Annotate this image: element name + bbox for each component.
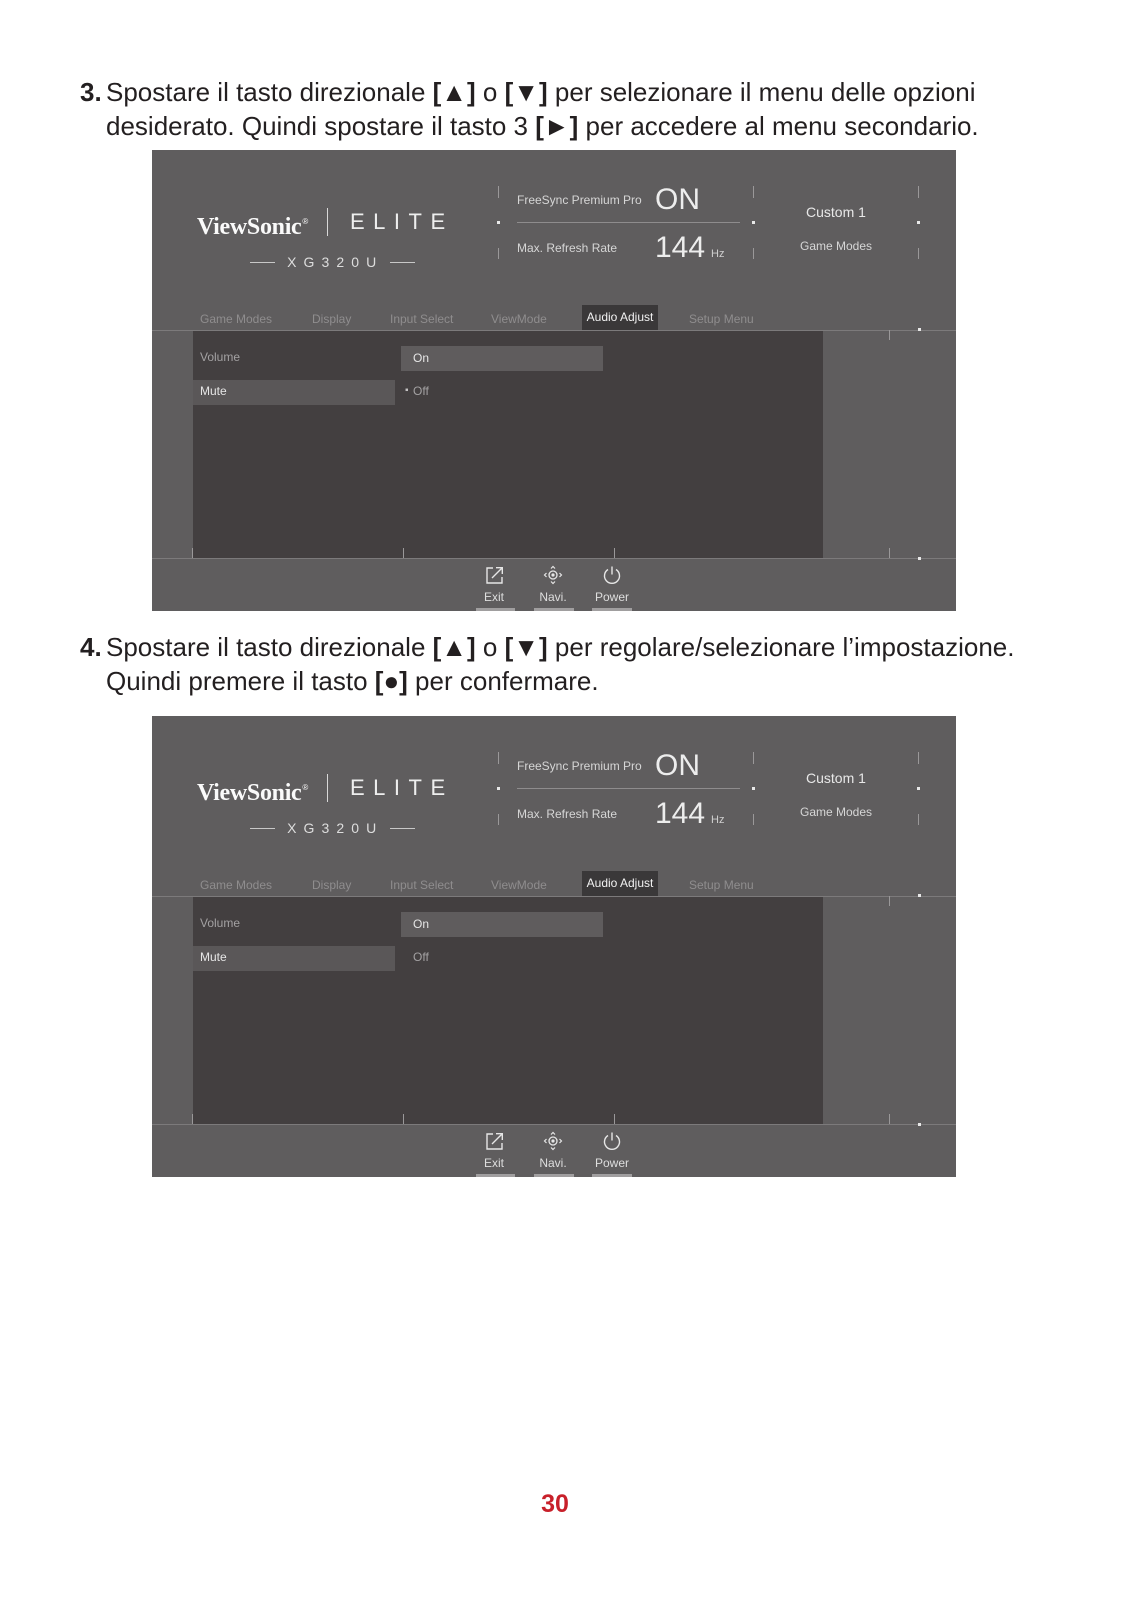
dot-mark [918,328,921,331]
game-mode-label: Game Modes [800,239,873,253]
refresh-rate-unit: Hz [711,248,725,260]
step-number: 3. [80,77,102,107]
model-name: X G 3 2 0 U [287,254,378,270]
dot-mark [918,1123,921,1126]
model-rule-right [390,262,415,263]
dot-mark [752,221,755,224]
dot-mark [918,557,921,560]
tab-input-select: Input Select [390,878,454,892]
instruction-text: per selezionare il menu delle opzioni [547,77,976,107]
instruction-text: Quindi premere il tasto [106,666,375,696]
power-icon [601,564,623,586]
tick-mark [889,1114,890,1124]
dot-mark [752,787,755,790]
exit-label: Exit [483,590,504,604]
registered-mark: ® [302,217,309,226]
tick-mark [918,814,919,825]
option-highlight [401,912,603,937]
instruction-text: per regolare/selezionare l’impostazione. [547,632,1015,662]
step-4-instruction [80,630,1015,698]
tick-mark [614,1114,615,1124]
step-3-instruction [80,75,979,143]
viewsonic-logo [197,773,308,808]
instruction-line-2 [106,109,979,143]
tab-setup-menu: Setup Menu [689,312,754,326]
game-mode-label: Game Modes [800,805,873,819]
up-key-label: [▲] [432,632,476,662]
navi-key-indicator [534,608,574,611]
viewsonic-logo [197,207,308,242]
info-divider [517,222,740,223]
tick-mark [889,896,890,906]
freesync-label: FreeSync Premium Pro [517,193,642,207]
navigation-icon [542,564,564,586]
tick-mark [498,814,499,825]
power-icon [601,1130,623,1152]
tab-audio-adjust: Audio Adjust [582,305,658,330]
tick-mark [918,186,919,198]
menu-divider-bottom [152,558,956,559]
option-on: On [413,351,430,365]
elite-logo: ELITE [350,775,454,800]
instruction-text: per accedere al menu secondario. [578,111,979,141]
menu-item-mute: Mute [200,950,227,964]
navi-key-indicator [534,1174,574,1177]
instruction-text: per confermare. [407,666,599,696]
info-divider [517,788,740,789]
tab-viewmode: ViewMode [491,312,547,326]
menu-divider-bottom [152,1124,956,1125]
navi-label: Navi. [539,1156,567,1170]
tab-game-modes: Game Modes [200,312,273,326]
model-line [250,252,415,272]
tick-mark [889,548,890,558]
tick-mark [498,248,499,259]
refresh-rate-unit: Hz [711,814,725,826]
tick-mark [192,548,193,558]
down-key-label: [▼] [504,632,548,662]
freesync-label: FreeSync Premium Pro [517,759,642,773]
tick-mark [614,548,615,558]
model-rule-right [390,828,415,829]
refresh-rate-value: 144 [655,231,706,264]
tab-viewmode: ViewMode [491,878,547,892]
dot-mark [917,221,920,224]
tick-mark [918,752,919,764]
model-rule-left [250,262,275,263]
dot-mark [918,894,921,897]
menu-item-mute: Mute [200,384,227,398]
tick-mark [753,814,754,825]
tick-mark [918,248,919,259]
instruction-text: o [475,77,505,107]
exit-key-indicator [476,608,515,611]
option-on: On [413,917,430,931]
tick-mark [192,1114,193,1124]
refresh-rate-value: 144 [655,797,706,830]
menu-item-volume: Volume [200,916,241,930]
power-key-indicator [592,608,632,611]
instruction-text: Spostare il tasto direzionale [106,632,433,662]
tab-display: Display [312,312,352,326]
menu-item-volume: Volume [200,350,241,364]
instruction-text: desiderato. Quindi spostare il tasto 3 [106,111,536,141]
registered-mark: ® [302,783,309,792]
refresh-rate-label: Max. Refresh Rate [517,241,618,255]
logo-divider [327,774,328,802]
freesync-value: ON [655,183,700,216]
up-key-label: [▲] [432,77,476,107]
power-label: Power [594,1156,629,1170]
instruction-line-1 [106,630,1014,664]
instruction-line-2 [106,664,1014,698]
tick-mark [753,186,754,198]
option-off: Off [413,950,429,964]
exit-icon [483,564,505,586]
tab-setup-menu: Setup Menu [689,878,754,892]
exit-key-indicator [476,1174,515,1177]
tab-game-modes: Game Modes [200,878,273,892]
right-key-label: [►] [535,111,579,141]
tab-input-select: Input Select [390,312,454,326]
power-label: Power [594,590,629,604]
brand-name: ViewSonic [197,214,302,240]
step-number: 4. [80,632,102,662]
navigation-icon [542,1130,564,1152]
refresh-rate-label: Max. Refresh Rate [517,807,618,821]
freesync-value: ON [655,749,700,782]
current-option-marker: ▪ [405,385,409,396]
tab-audio-adjust: Audio Adjust [582,871,658,896]
brand-name: ViewSonic [197,780,302,806]
tick-mark [403,1114,404,1124]
option-off: Off [413,384,429,398]
tick-mark [403,548,404,558]
ok-key-label: [●] [374,666,408,696]
instruction-line-1 [106,75,979,109]
tab-display: Display [312,878,352,892]
tick-mark [889,330,890,340]
tick-mark [753,248,754,259]
down-key-label: [▼] [504,77,548,107]
tick-mark [753,752,754,764]
exit-label: Exit [483,1156,504,1170]
dot-mark [497,221,500,224]
tick-mark [498,752,499,764]
page-number: 30 [541,1490,569,1518]
game-mode-value: Custom 1 [806,770,866,786]
dot-mark [497,787,500,790]
model-line [250,818,415,838]
game-mode-value: Custom 1 [806,204,866,220]
navi-label: Navi. [539,590,567,604]
instruction-text: o [475,632,505,662]
exit-icon [483,1130,505,1152]
dot-mark [917,787,920,790]
model-rule-left [250,828,275,829]
osd-screenshot [152,150,956,611]
option-highlight [401,346,603,371]
model-name: X G 3 2 0 U [287,820,378,836]
logo-divider [327,208,328,236]
instruction-text: Spostare il tasto direzionale [106,77,433,107]
tick-mark [498,186,499,198]
osd-screenshot [152,716,956,1177]
power-key-indicator [592,1174,632,1177]
elite-logo: ELITE [350,209,454,234]
